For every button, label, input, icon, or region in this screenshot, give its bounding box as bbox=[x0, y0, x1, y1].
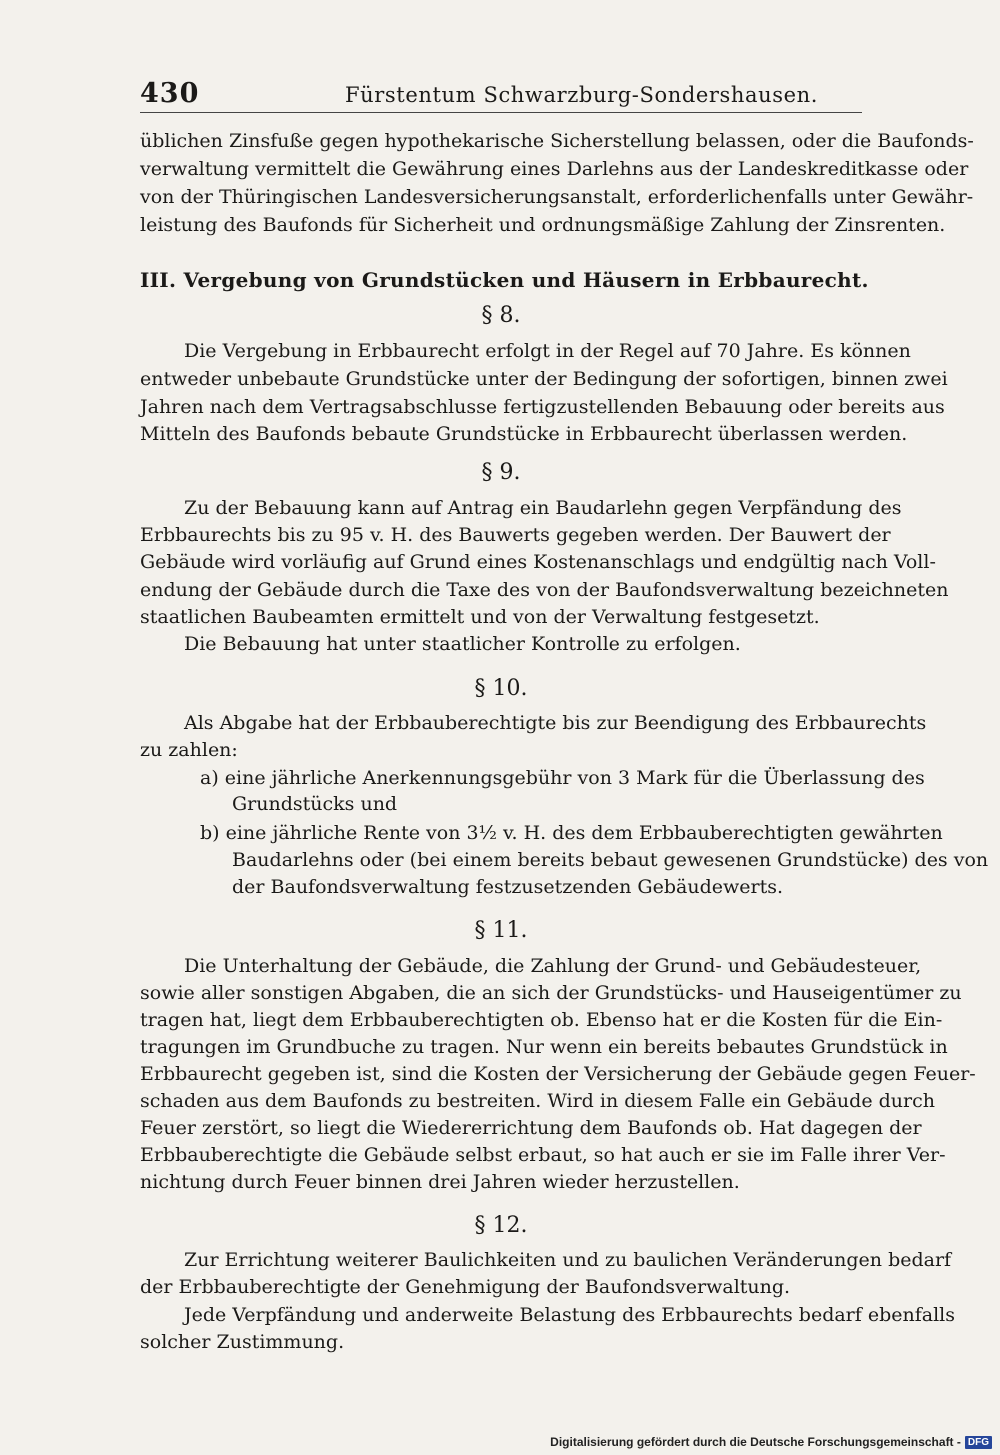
list-item-a: a) eine jährliche Anerkennungsgebühr von 3 Mark für die Überlassung des bbox=[200, 767, 925, 789]
text-line: tragen hat, liegt dem Erbbauberechtigten ob. Ebenso hat er die Kosten für die Ein- bbox=[140, 1009, 943, 1031]
text-line: Als Abgabe hat der Erbbauberechtigte bis zur Beendigung des Erbbaurechts bbox=[184, 712, 927, 734]
text-line: solcher Zustimmung. bbox=[140, 1331, 345, 1353]
text-line: verwaltung vermittelt die Gewährung eines Darlehns aus der Landeskreditkasse oder bbox=[140, 158, 969, 180]
text-line: endung der Gebäude durch die Taxe des von der Baufondsverwaltung bezeichneten bbox=[140, 579, 949, 601]
running-title: Fürstentum Schwarzburg-Sondershausen. bbox=[345, 83, 819, 107]
text-line: sowie aller sonstigen Abgaben, die an sich der Grundstücks- und Hauseigentümer zu bbox=[140, 982, 962, 1004]
text-line: entweder unbebaute Grundstücke unter der Bedingung der sofortigen, binnen zwei bbox=[140, 368, 948, 390]
text-line: Erbbauberechtigte die Gebäude selbst erbaut, so hat auch er sie im Falle ihrer Ver- bbox=[140, 1144, 946, 1166]
list-item-b: b) eine jährliche Rente von 3½ v. H. des dem Erbbauberechtigten gewährten bbox=[200, 822, 943, 844]
text-line: Die Vergebung in Erbbaurecht erfolgt in der Regel auf 70 Jahre. Es können bbox=[184, 340, 911, 362]
paragraph-heading-9: § 9. bbox=[481, 460, 521, 485]
list-item-b-cont: der Baufondsverwaltung festzusetzenden Gebäudewerts. bbox=[232, 876, 783, 898]
text-line: Erbbaurecht gegeben ist, sind die Kosten der Versicherung der Gebäude gegen Feuer- bbox=[140, 1063, 976, 1085]
text-line: Jahren nach dem Vertragsabschlusse fertigzustellenden Bebauung oder bereits aus bbox=[140, 396, 945, 418]
list-item-b-cont: Baudarlehns oder (bei einem bereits bebaut gewesenen Grundstücke) des von bbox=[232, 849, 989, 871]
paragraph-heading-11: § 11. bbox=[474, 918, 528, 943]
running-head bbox=[140, 78, 862, 114]
dfg-logo-icon: DFG bbox=[965, 1436, 992, 1449]
paragraph-heading-8: § 8. bbox=[481, 303, 521, 328]
text-line: zu zahlen: bbox=[140, 739, 238, 761]
text-line: der Erbbauberechtigte der Genehmigung der Baufondsverwaltung. bbox=[140, 1276, 791, 1298]
text-line: Die Bebauung hat unter staatlicher Kontrolle zu erfolgen. bbox=[184, 633, 741, 655]
paragraph-heading-12: § 12. bbox=[474, 1213, 528, 1238]
digitization-footer bbox=[550, 1435, 992, 1449]
text-line: Gebäude wird vorläufig auf Grund eines Kostenanschlags und endgültig nach Voll- bbox=[140, 551, 936, 573]
text-line: Mitteln des Baufonds bebaute Grundstücke in Erbbaurecht überlassen werden. bbox=[140, 423, 908, 445]
text-line: von der Thüringischen Landesversicherungsanstalt, erforderlichenfalls unter Gewähr- bbox=[140, 186, 974, 208]
text-line: Erbbaurechts bis zu 95 v. H. des Bauwerts gegeben werden. Der Bauwert der bbox=[140, 524, 891, 546]
text-line: Zur Errichtung weiterer Baulichkeiten und zu baulichen Veränderungen bedarf bbox=[184, 1249, 952, 1271]
header-rule bbox=[140, 112, 862, 113]
page-number: 430 bbox=[140, 78, 200, 109]
text-line: staatlichen Baubeamten ermittelt und von der Verwaltung festgesetzt. bbox=[140, 606, 820, 628]
text-line: tragungen im Grundbuche zu tragen. Nur wenn ein bereits bebautes Grundstück in bbox=[140, 1036, 948, 1058]
text-line: Die Unterhaltung der Gebäude, die Zahlung der Grund- und Gebäudesteuer, bbox=[184, 955, 922, 977]
text-line: schaden aus dem Baufonds zu bestreiten. Wird in diesem Falle ein Gebäude durch bbox=[140, 1090, 935, 1112]
text-line: nichtung durch Feuer binnen drei Jahren wieder herzustellen. bbox=[140, 1171, 740, 1193]
text-line: leistung des Baufonds für Sicherheit und ordnungsmäßige Zahlung der Zinsrenten. bbox=[140, 214, 946, 236]
paragraph-heading-10: § 10. bbox=[474, 676, 528, 701]
text-line: Jede Verpfändung und anderweite Belastung des Erbbaurechts bedarf ebenfalls bbox=[184, 1304, 955, 1326]
text-line: Feuer zerstört, so liegt die Wiedererrichtung dem Baufonds ob. Hat dagegen der bbox=[140, 1117, 922, 1139]
footer-text: Digitalisierung gefördert durch die Deutsche Forschungsgemeinschaft - bbox=[550, 1435, 961, 1449]
list-item-a-cont: Grundstücks und bbox=[232, 793, 398, 815]
section-title: III. Vergebung von Grundstücken und Häusern in Erbbaurecht. bbox=[140, 268, 869, 292]
text-line: Zu der Bebauung kann auf Antrag ein Baudarlehn gegen Verpfändung des bbox=[184, 497, 902, 519]
text-line: üblichen Zinsfuße gegen hypothekarische Sicherstellung belassen, oder die Baufonds- bbox=[140, 130, 974, 152]
